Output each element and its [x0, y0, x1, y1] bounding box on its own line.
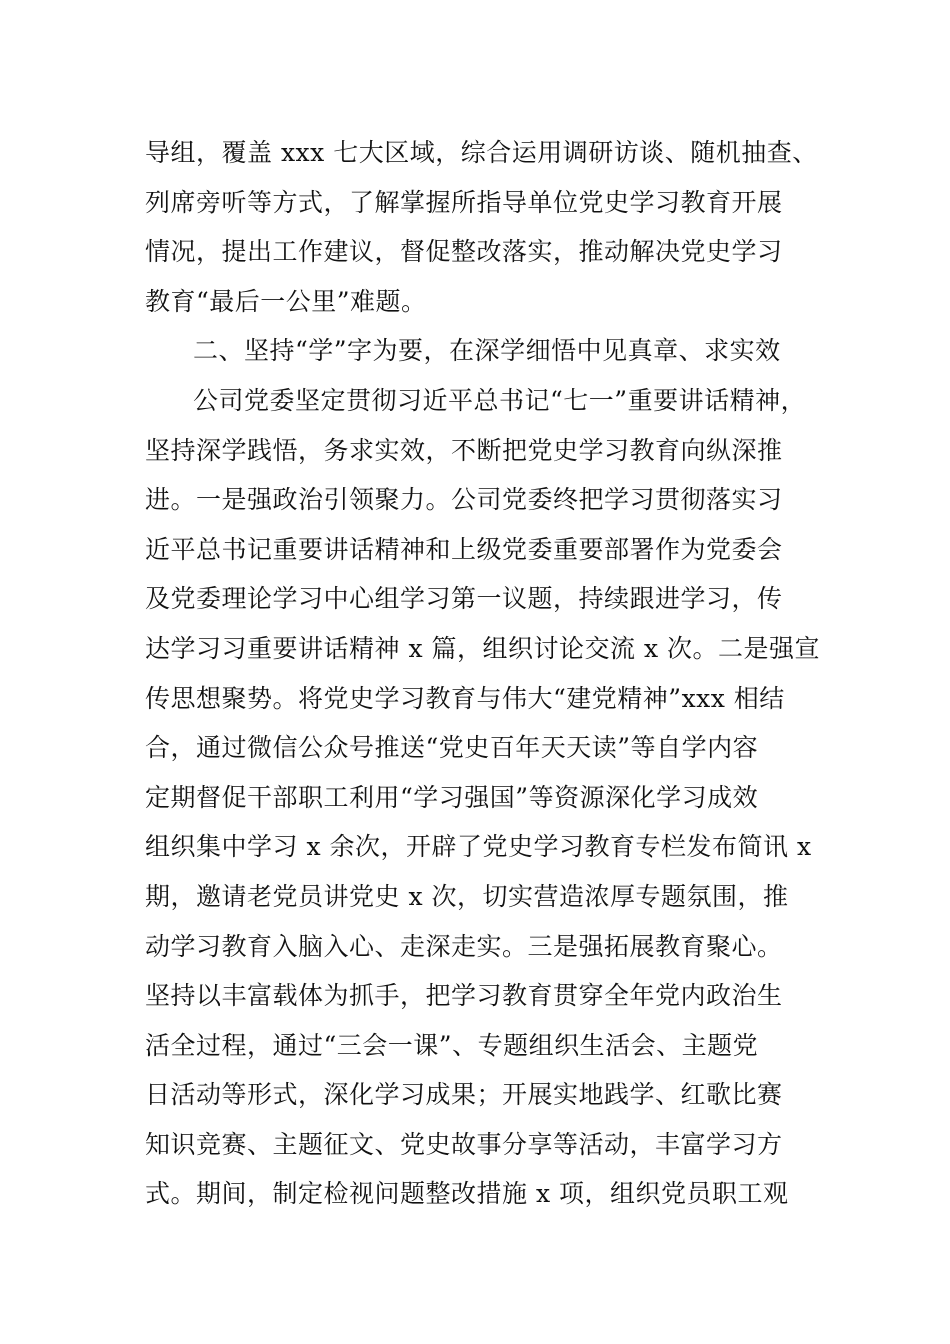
- text-line: 公司党委坚定贯彻习近平总书记“七一”重要讲话精神，: [193, 385, 807, 415]
- text-line: 期，邀请老党员讲党史 x 次，切实营造浓厚专题氛围，推: [145, 881, 789, 911]
- text-line: 式。期间，制定检视问题整改措施 x 项，组织党员职工观: [145, 1179, 789, 1209]
- text-line: 组织集中学习 x 余次，开辟了党史学习教育专栏发布简讯 x: [145, 832, 812, 862]
- text-line: 知识竞赛、主题征文、党史故事分享等活动，丰富学习方: [145, 1129, 783, 1159]
- text-line: 定期督促干部职工利用“学习强国”等资源深化学习成效: [145, 782, 759, 812]
- text-line: 传思想聚势。将党史学习教育与伟大“建党精神”xxx 相结: [145, 683, 785, 713]
- text-line: 活全过程，通过“三会一课”、专题组织生活会、主题党: [145, 1030, 759, 1060]
- text-line: 坚持以丰富载体为抓手，把学习教育贯穿全年党内政治生: [145, 981, 783, 1011]
- text-line: 达学习习重要讲话精神 x 篇，组织讨论交流 x 次。二是强宣: [145, 633, 820, 663]
- text-line: 列席旁听等方式，了解掌握所指导单位党史学习教育开展: [145, 187, 783, 217]
- text-line: 坚持深学践悟，务求实效，不断把党史学习教育向纵深推: [145, 435, 783, 465]
- document-body: [145, 128, 845, 1219]
- text-line: 合，通过微信公众号推送“党史百年天天读”等自学内容: [145, 733, 759, 763]
- text-line: 进。一是强政治引领聚力。公司党委终把学习贯彻落实习: [145, 485, 783, 515]
- text-line: 教育“最后一公里”难题。: [145, 286, 427, 316]
- text-line: 导组，覆盖 xxx 七大区域，综合运用调研访谈、随机抽查、: [145, 138, 818, 167]
- text-line: 情况，提出工作建议，督促整改落实，推动解决党史学习: [145, 237, 783, 267]
- text-line: 动学习教育入脑入心、走深走实。三是强拓展教育聚心。: [145, 931, 783, 961]
- section-heading: 二、坚持“学”字为要，在深学细悟中见真章、求实效: [193, 336, 781, 366]
- text-line: 日活动等形式，深化学习成果；开展实地践学、红歌比赛: [145, 1080, 783, 1110]
- text-line: 近平总书记重要讲话精神和上级党委重要部署作为党委会: [145, 534, 783, 564]
- text-line: 及党委理论学习中心组学习第一议题，持续跟进学习，传: [145, 584, 783, 614]
